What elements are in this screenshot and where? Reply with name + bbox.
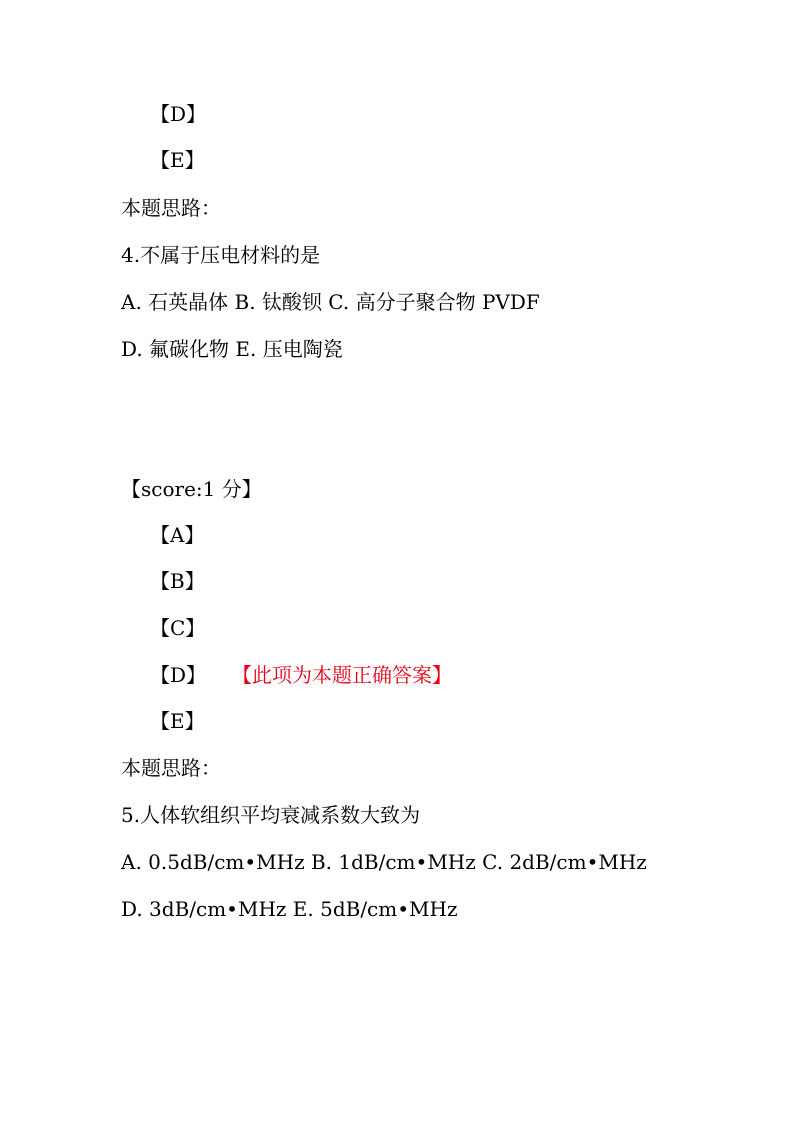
q5-question: 5.人体软组织平均衰减系数大致为: [121, 803, 421, 827]
q4-choices-line1: A. 石英晶体 B. 钛酸钡 C. 高分子聚合物 PVDF: [121, 290, 540, 314]
prev-option-e: 【E】: [150, 148, 205, 172]
q4-score: 【score:1 分】: [121, 477, 262, 501]
q4-option-b: 【B】: [150, 569, 205, 593]
q4-option-a: 【A】: [150, 523, 205, 547]
q4-option-e: 【E】: [150, 709, 205, 733]
prev-option-d: 【D】: [150, 102, 207, 126]
q5-choices-line2: D. 3dB/cm•MHz E. 5dB/cm•MHz: [121, 897, 458, 921]
prev-thinking-label: 本题思路：: [121, 196, 221, 220]
q4-option-c: 【C】: [150, 616, 206, 640]
q4-question: 4.不属于压电材料的是: [121, 243, 321, 267]
q4-thinking-label: 本题思路：: [121, 756, 221, 780]
q4-option-d-row: [150, 662, 452, 688]
q5-choices-line1: A. 0.5dB/cm•MHz B. 1dB/cm•MHz C. 2dB/cm•MHz: [121, 850, 647, 874]
q4-option-d: 【D】: [150, 663, 207, 687]
q4-choices-line2: D. 氟碳化物 E. 压电陶瓷: [121, 337, 343, 361]
q4-correct-marker: 【此项为本题正确答案】: [242, 663, 453, 687]
